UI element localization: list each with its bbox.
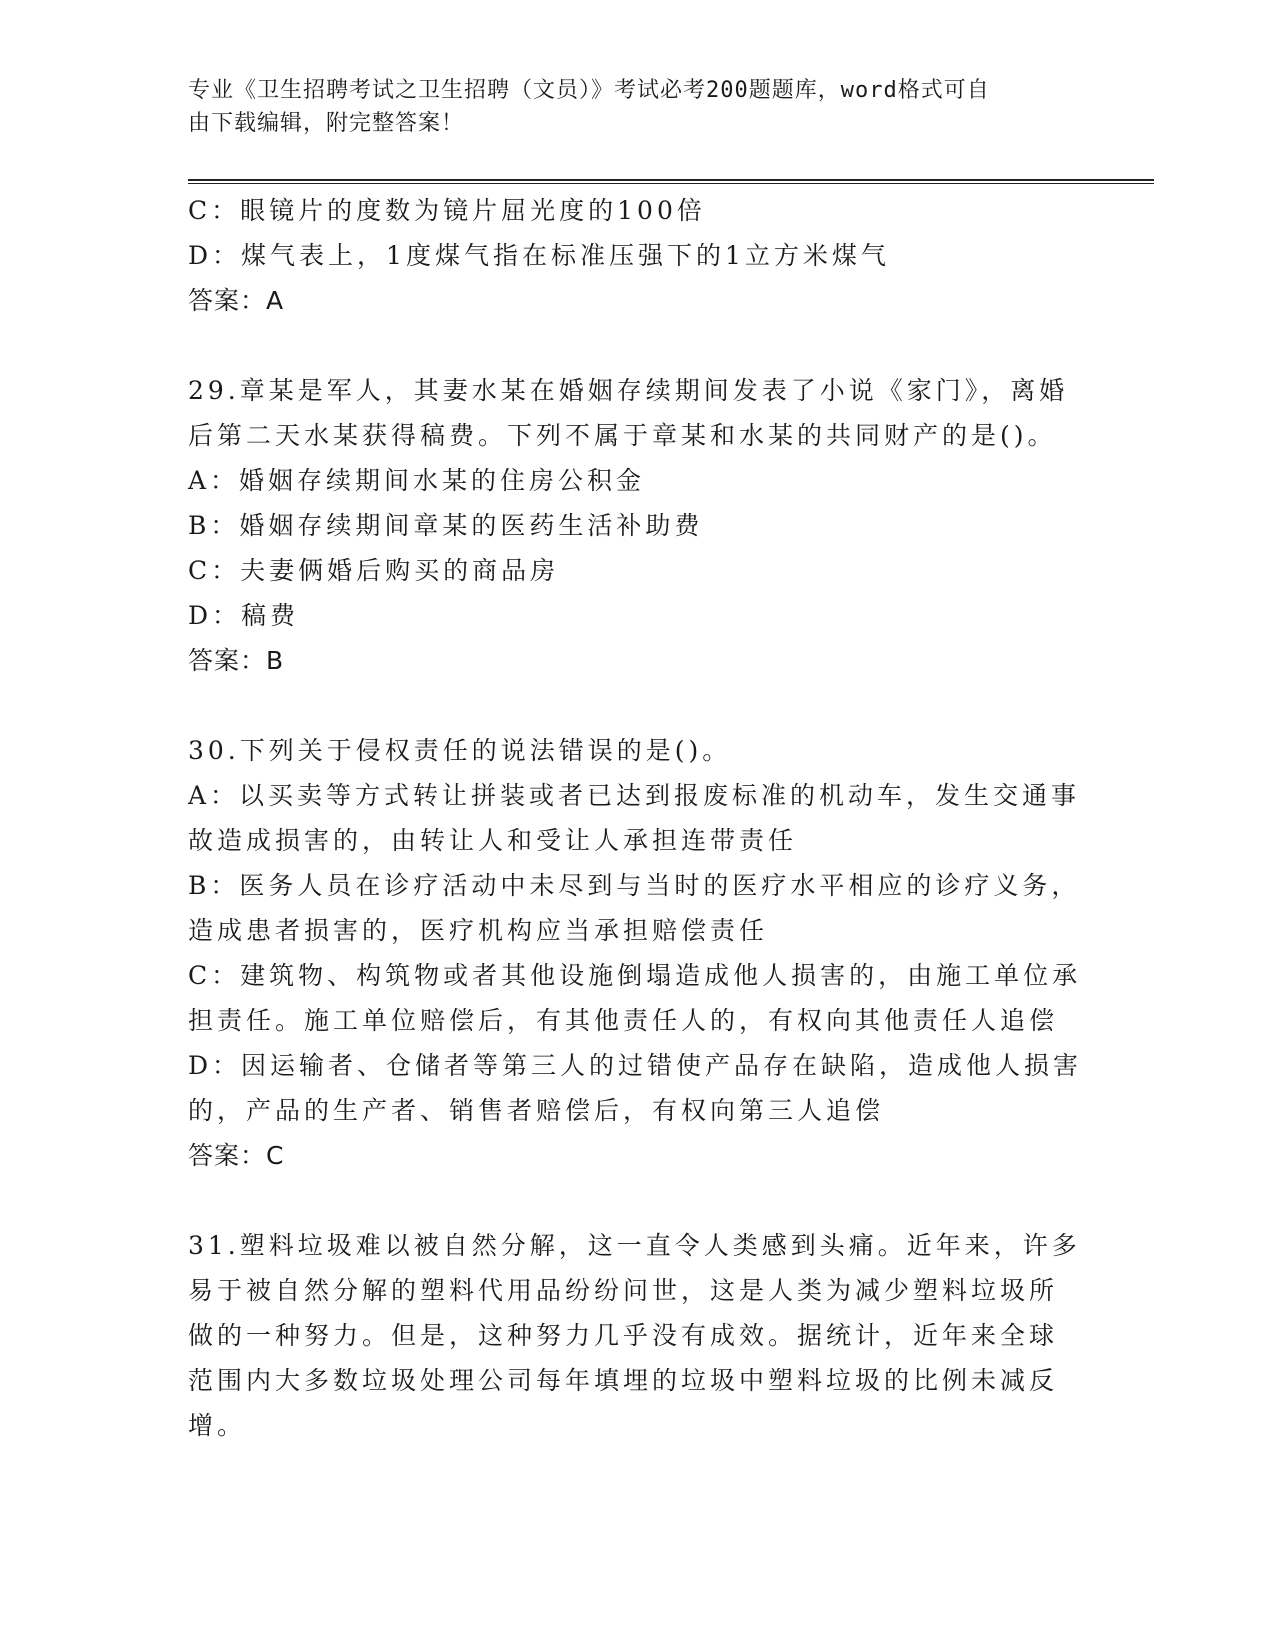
- option-b: B：医务人员在诊疗活动中未尽到与当时的医疗水平相应的诊疗义务，: [188, 871, 1081, 900]
- header-line-1: 专业《卫生招聘考试之卫生招聘（文员）》考试必考200题题库，word格式可自: [188, 78, 990, 103]
- option-c: 担责任。施工单位赔偿后，有其他责任人的，有权向其他责任人追偿: [188, 1006, 1059, 1035]
- option-d: D：煤气表上，1度煤气指在标准压强下的1立方米煤气: [188, 241, 890, 270]
- answer: 答案：A: [188, 286, 285, 315]
- question-28: [188, 188, 1088, 323]
- question-31: [188, 1223, 1088, 1448]
- spacer: [188, 1178, 1088, 1223]
- question-stem: 后第二天水某获得稿费。下列不属于章某和水某的共同财产的是()。: [188, 421, 1057, 450]
- spacer: [188, 323, 1088, 368]
- header-rule-thin: [188, 183, 1154, 184]
- option-b: 造成患者损害的，医疗机构应当承担赔偿责任: [188, 916, 769, 945]
- question-stem: 范围内大多数垃圾处理公司每年填埋的垃圾中塑料垃圾的比例未减反: [188, 1366, 1059, 1395]
- question-stem: 30.下列关于侵权责任的说法错误的是()。: [188, 736, 732, 765]
- option-d: D：稿费: [188, 601, 300, 630]
- question-30: [188, 728, 1088, 1178]
- spacer: [188, 683, 1088, 728]
- header-line-2: 由下载编辑，附完整答案！: [188, 111, 465, 136]
- option-a: 故造成损害的，由转让人和受让人承担连带责任: [188, 826, 798, 855]
- header-rule-thick: [188, 179, 1154, 181]
- option-a: A：以买卖等方式转让拼装或者已达到报废标准的机动车，发生交通事: [188, 781, 1081, 810]
- question-stem: 增。: [188, 1411, 247, 1440]
- document-header: [188, 74, 1068, 140]
- question-29: [188, 368, 1088, 683]
- document-body: [188, 188, 1088, 1448]
- question-stem: 29.章某是军人，其妻水某在婚姻存续期间发表了小说《家门》，离婚: [188, 376, 1069, 405]
- option-c: C：夫妻俩婚后购买的商品房: [188, 556, 560, 585]
- question-stem: 31.塑料垃圾难以被自然分解，这一直令人类感到头痛。近年来，许多: [188, 1231, 1081, 1260]
- option-a: A：婚姻存续期间水某的住房公积金: [188, 466, 646, 495]
- option-c: C：眼镜片的度数为镜片屈光度的100倍: [188, 196, 706, 225]
- answer: 答案：C: [188, 1141, 285, 1170]
- option-d: 的，产品的生产者、销售者赔偿后，有权向第三人追偿: [188, 1096, 885, 1125]
- question-stem: 做的一种努力。但是，这种努力几乎没有成效。据统计，近年来全球: [188, 1321, 1059, 1350]
- answer: 答案：B: [188, 646, 285, 675]
- option-d: D：因运输者、仓储者等第三人的过错使产品存在缺陷，造成他人损害: [188, 1051, 1083, 1080]
- question-stem: 易于被自然分解的塑料代用品纷纷问世，这是人类为减少塑料垃圾所: [188, 1276, 1059, 1305]
- option-c: C：建筑物、构筑物或者其他设施倒塌造成他人损害的，由施工单位承: [188, 961, 1082, 990]
- option-b: B：婚姻存续期间章某的医药生活补助费: [188, 511, 704, 540]
